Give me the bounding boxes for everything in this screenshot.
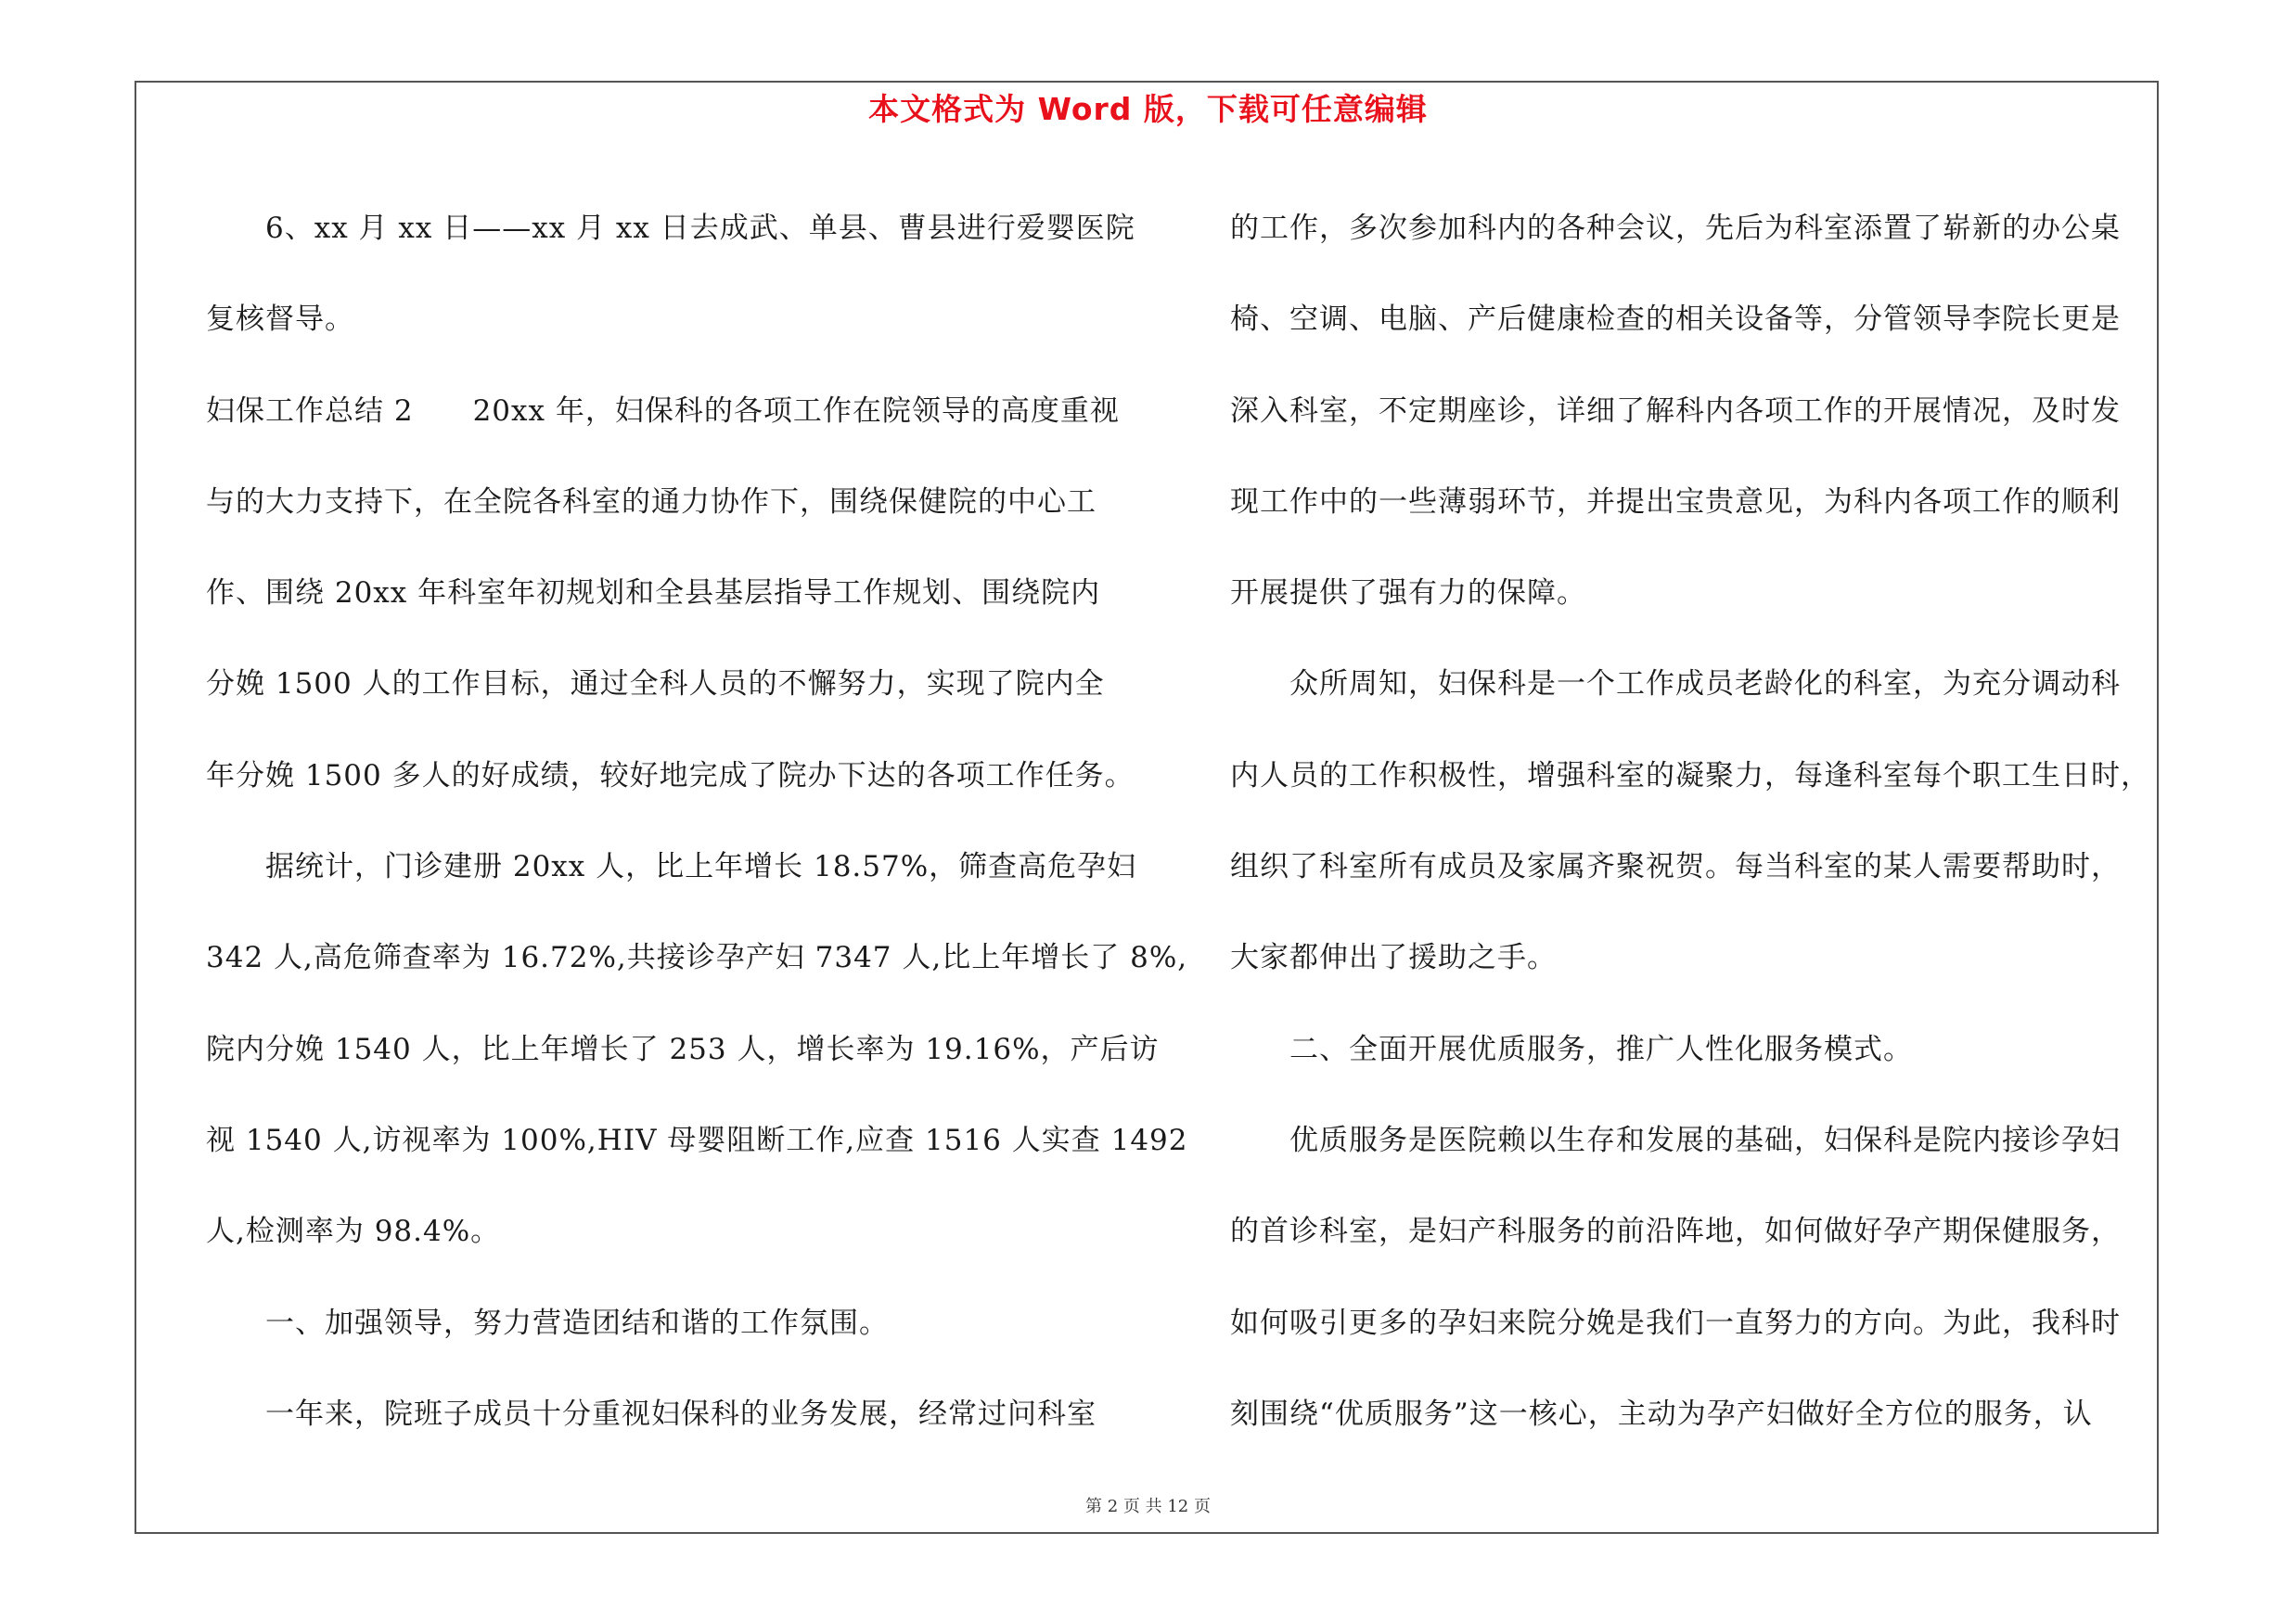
text-line: 据统计，门诊建册 20xx 人，比上年增长 18.57%，筛查高危孕妇 — [265, 850, 1137, 884]
text-line: 一、加强领导，努力营造团结和谐的工作氛围。 — [265, 1306, 889, 1340]
text-line: 的首诊科室，是妇产科服务的前沿阵地，如何做好孕产期保健服务， — [1230, 1215, 2121, 1249]
text-line: 深入科室，不定期座诊，详细了解科内各项工作的开展情况，及时发 — [1230, 393, 2121, 428]
text-line: 优质服务是医院赖以生存和发展的基础，妇保科是院内接诊孕妇 — [1289, 1123, 2121, 1157]
text-line: 椅、空调、电脑、产后健康检查的相关设备等，分管领导李院长更是 — [1230, 303, 2121, 337]
text-line: 开展提供了强有力的保障。 — [1230, 576, 1586, 611]
text-line: 组织了科室所有成员及家属齐聚祝贺。每当科室的某人需要帮助时， — [1230, 850, 2121, 884]
text-line: 作、围绕 20xx 年科室年初规划和全县基层指导工作规划、围绕院内 — [206, 576, 1101, 611]
text-line: 视 1540 人,访视率为 100%,HIV 母婴阻断工作,应查 1516 人实查 1492 — [206, 1123, 1188, 1157]
format-banner: 本文格式为 Word 版，下载可任意编辑 — [868, 91, 1428, 127]
text-line: 人,检测率为 98.4%。 — [206, 1215, 501, 1249]
text-line: 分娩 1500 人的工作目标，通过全科人员的不懈努力，实现了院内全 — [206, 667, 1105, 702]
text-line: 内人员的工作积极性，增强科室的凝聚力，每逢科室每个职工生日时， — [1230, 758, 2150, 792]
text-line: 6、xx 月 xx 日——xx 月 xx 日去成武、单县、曹县进行爱婴医院 — [265, 212, 1135, 245]
text-line: 众所周知，妇保科是一个工作成员老龄化的科室，为充分调动科 — [1289, 667, 2121, 702]
text-line: 年分娩 1500 多人的好成绩，较好地完成了院办下达的各项工作任务。 — [206, 758, 1135, 792]
left-column — [206, 183, 1188, 1460]
text-line: 妇保工作总结 2 20xx 年，妇保科的各项工作在院领导的高度重视 — [206, 393, 1120, 428]
text-line: 复核督导。 — [206, 303, 354, 337]
right-column — [1230, 183, 2158, 1460]
text-line: 一年来，院班子成员十分重视妇保科的业务发展，经常过问科室 — [265, 1397, 1097, 1431]
text-line: 与的大力支持下，在全院各科室的通力协作下，围绕保健院的中心工 — [206, 484, 1097, 519]
text-line: 现工作中的一些薄弱环节，并提出宝贵意见，为科内各项工作的顺利 — [1230, 484, 2121, 519]
text-line: 342 人,高危筛查率为 16.72%,共接诊孕产妇 7347 人,比上年增长了 8%, — [206, 941, 1188, 975]
text-line: 的工作，多次参加科内的各种会议，先后为科室添置了崭新的办公桌 — [1230, 212, 2121, 245]
page-number-footer: 第 2 页 共 12 页 — [1085, 1497, 1211, 1516]
text-line: 刻围绕“优质服务”这一核心，主动为孕产妇做好全方位的服务，认 — [1230, 1397, 2093, 1431]
text-line: 大家都伸出了援助之手。 — [1230, 941, 1557, 975]
text-line: 二、全面开展优质服务，推广人性化服务模式。 — [1289, 1032, 1913, 1066]
text-line: 院内分娩 1540 人，比上年增长了 253 人，增长率为 19.16%，产后访 — [206, 1032, 1160, 1066]
text-line: 如何吸引更多的孕妇来院分娩是我们一直努力的方向。为此，我科时 — [1230, 1306, 2121, 1340]
